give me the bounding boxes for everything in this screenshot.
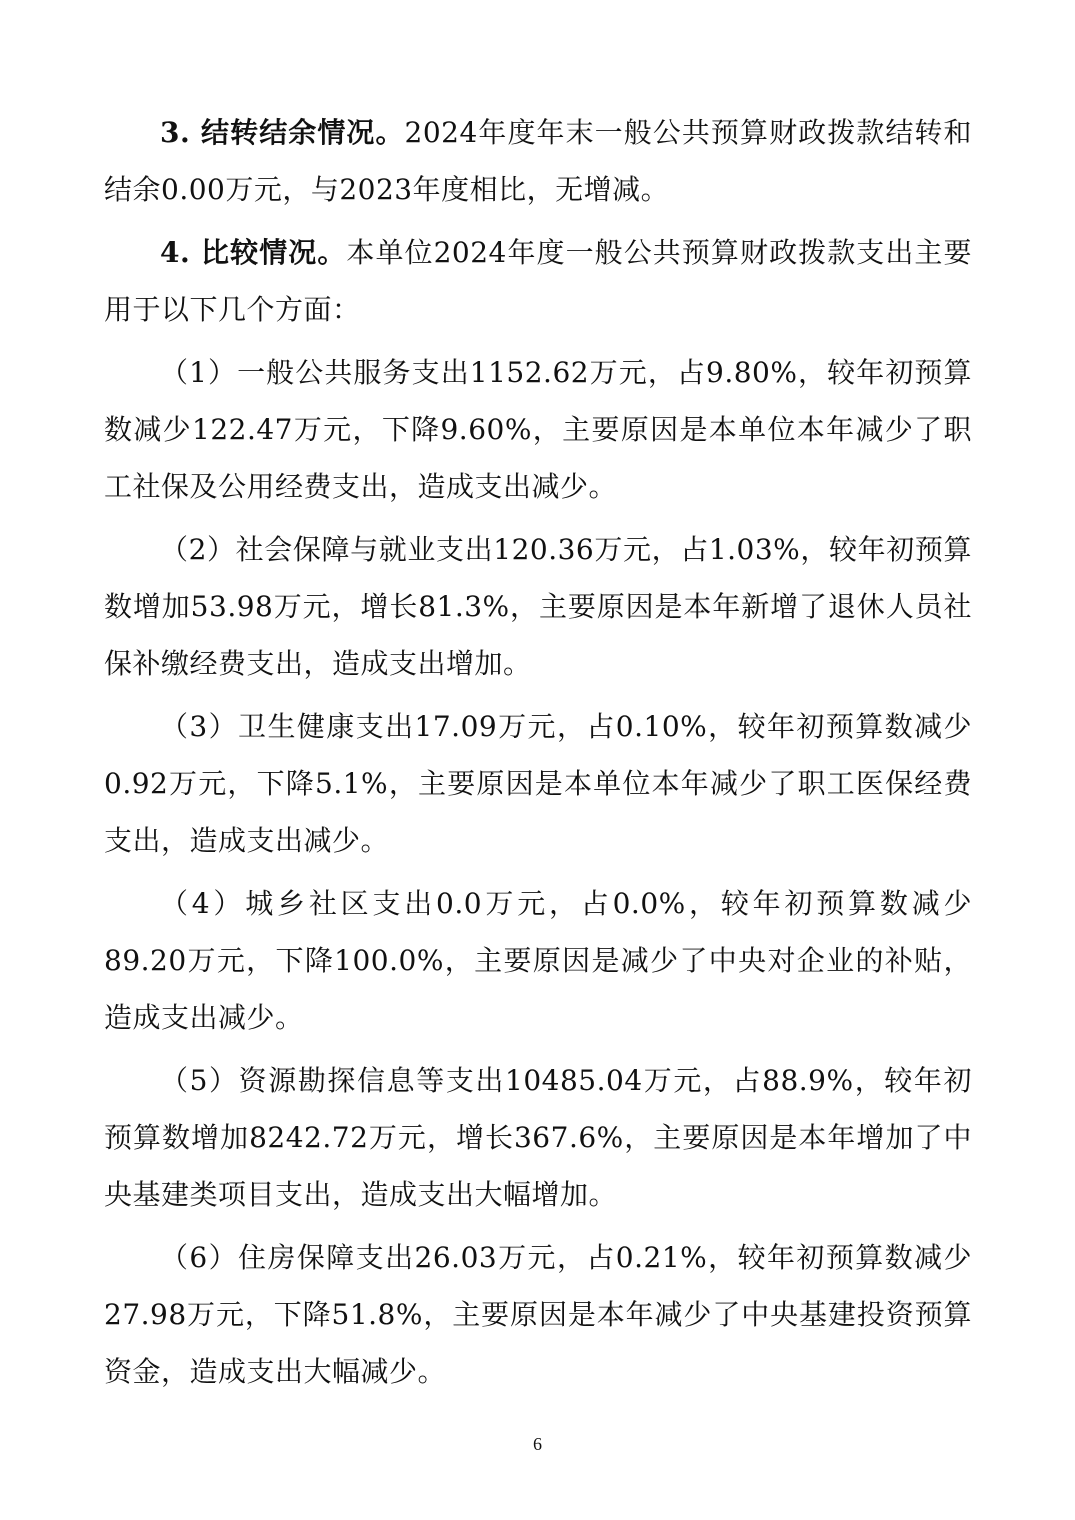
section-heading-comparison: 4. 比较情况。: [160, 236, 347, 269]
paragraph-text: 2024年度年末一般公共预算财政拨款结转和结余0.00万元，与2023年度相比，无增减。: [104, 116, 972, 206]
paragraph-carryover-balance: [104, 104, 972, 218]
paragraph-text: （1）一般公共服务支出1152.62万元，占9.80%，较年初预算数减少122.47万元，下降9.60%，主要原因是本单位本年减少了职工社保及公用经费支出，造成支出减少。: [104, 356, 972, 503]
paragraph-item-1: [104, 344, 972, 515]
paragraph-item-3: [104, 698, 972, 869]
paragraph-text: （4）城乡社区支出0.0万元，占0.0%，较年初预算数减少89.20万元，下降100.0%，主要原因是减少了中央对企业的补贴，造成支出减少。: [104, 887, 972, 1034]
paragraph-text: （5）资源勘探信息等支出10485.04万元，占88.9%，较年初预算数增加8242.72万元，增长367.6%，主要原因是本年增加了中央基建类项目支出，造成支出大幅增加。: [104, 1064, 972, 1211]
paragraph-text: （6）住房保障支出26.03万元，占0.21%，较年初预算数减少27.98万元，下降51.8%，主要原因是本年减少了中央基建投资预算资金，造成支出大幅减少。: [104, 1241, 972, 1388]
paragraph-item-2: [104, 521, 972, 692]
paragraph-item-6: [104, 1229, 972, 1400]
page-number: 6: [533, 1434, 542, 1454]
paragraph-text: 本单位2024年度一般公共预算财政拨款支出主要用于以下几个方面：: [104, 236, 972, 326]
section-heading-carryover: 3. 结转结余情况。: [160, 116, 405, 149]
document-body: [104, 104, 972, 1406]
paragraph-text: （3）卫生健康支出17.09万元，占0.10%，较年初预算数减少0.92万元，下降5.1%，主要原因是本单位本年减少了职工医保经费支出，造成支出减少。: [104, 710, 972, 857]
paragraph-item-5: [104, 1052, 972, 1223]
paragraph-text: （2）社会保障与就业支出120.36万元，占1.03%，较年初预算数增加53.98万元，增长81.3%，主要原因是本年新增了退休人员社保补缴经费支出，造成支出增加。: [104, 533, 972, 680]
paragraph-item-4: [104, 875, 972, 1046]
paragraph-comparison: [104, 224, 972, 338]
